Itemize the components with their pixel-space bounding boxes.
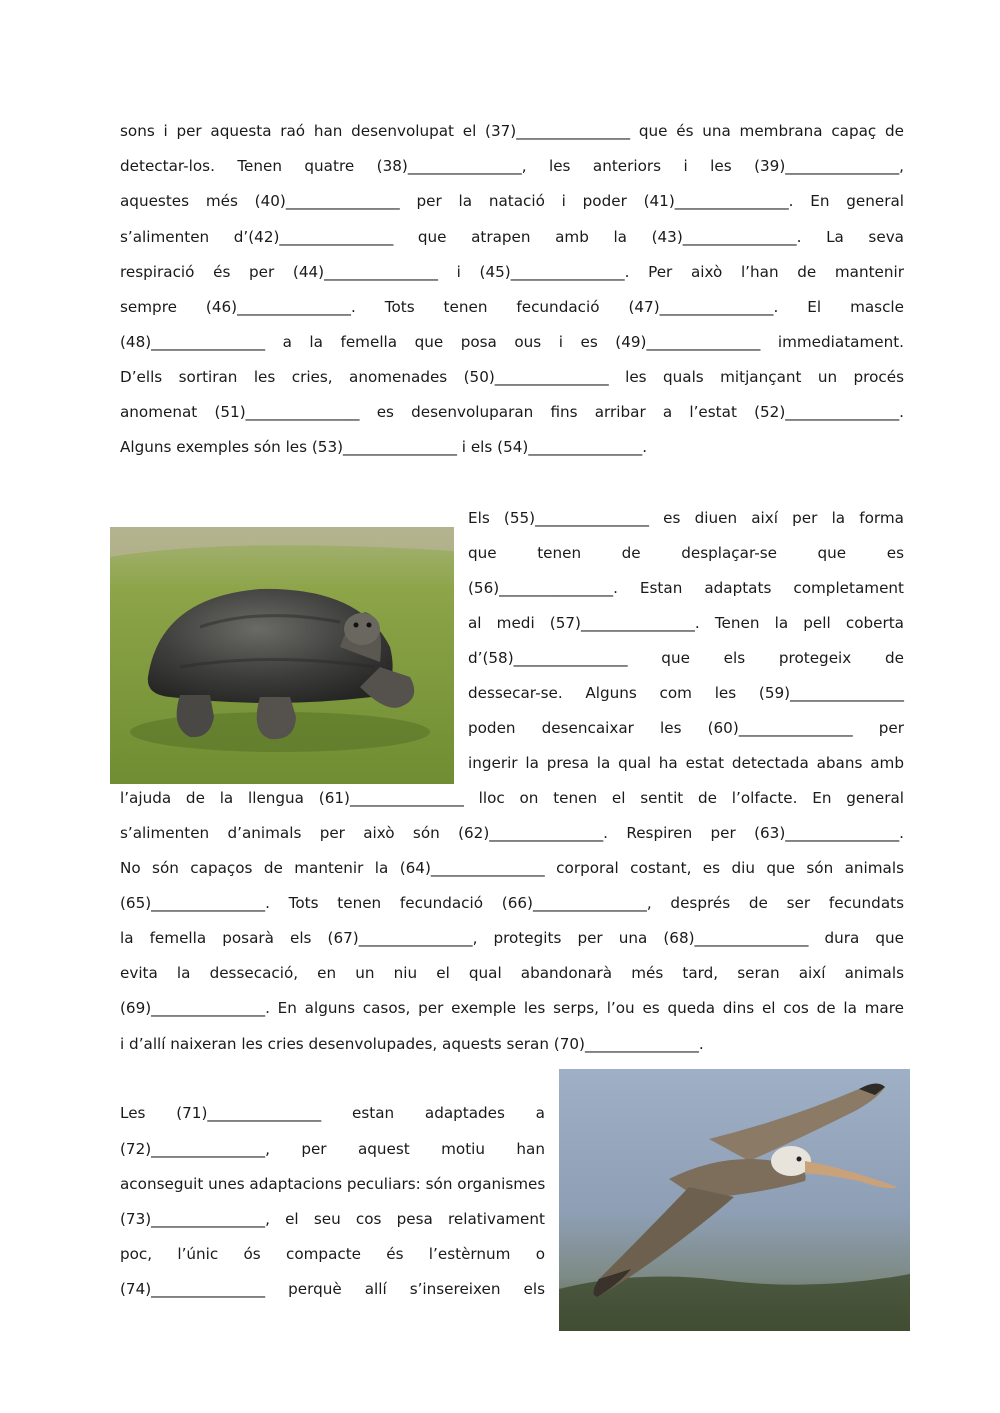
text-line: sons i per aquesta raó han desenvolupat el (37)_______________ que és una membrana capaç de [120, 122, 904, 140]
text-line: detectar-los. Tenen quatre (38)_______________, les anteriors i les (39)_______________, [120, 157, 904, 175]
text-line: (74)_______________ perquè allí s’insereixen els [120, 1280, 545, 1298]
tortoise-illustration [110, 527, 454, 784]
text-line: (72)_______________, per aquest motiu han [120, 1140, 545, 1158]
pelican-illustration [559, 1069, 910, 1331]
text-line: d’(58)_______________ que els protegeix de [468, 649, 904, 667]
text-line: la femella posarà els (67)_______________, protegits per una (68)_______________ dura que [120, 929, 904, 947]
text-line: aquestes més (40)_______________ per la natació i poder (41)_______________. En general [120, 192, 904, 210]
text-line: evita la dessecació, en un niu el qual abandonarà més tard, seran així animals [120, 964, 904, 982]
text-line: i d’allí naixeran les cries desenvolupades, aquests seran (70)_______________. [120, 1035, 704, 1053]
text-line: dessecar-se. Alguns com les (59)_______________ [468, 684, 904, 702]
text-line: poden desencaixar les (60)_______________ per [468, 719, 904, 737]
text-line: D’ells sortiran les cries, anomenades (50)_______________ les quals mitjançant un procés [120, 368, 904, 386]
text-line: Els (55)_______________ es diuen així per la forma [468, 509, 904, 527]
tortoise-photo [110, 527, 454, 784]
text-line: Les (71)_______________ estan adaptades a [120, 1104, 545, 1122]
text-line: (73)_______________, el seu cos pesa relativament [120, 1210, 545, 1228]
text-line: que tenen de desplaçar-se que es [468, 544, 904, 562]
text-line: respiració és per (44)_______________ i (45)_______________. Per això l’han de mantenir [120, 263, 904, 281]
text-line: l’ajuda de la llengua (61)_______________ lloc on tenen el sentit de l’olfacte. En general [120, 789, 904, 807]
text-line: al medi (57)_______________. Tenen la pell coberta [468, 614, 904, 632]
pelican-photo [559, 1069, 910, 1331]
text-line: No són capaços de mantenir la (64)_______________ corporal costant, es diu que són animals [120, 859, 904, 877]
text-line: aconseguit unes adaptacions peculiars: són organismes [120, 1175, 546, 1193]
text-line: anomenat (51)_______________ es desenvoluparan fins arribar a l’estat (52)_______________. [120, 403, 904, 421]
text-line: ingerir la presa la qual ha estat detectada abans amb [468, 754, 904, 772]
text-line: (56)_______________. Estan adaptats completament [468, 579, 904, 597]
text-line: s’alimenten d’(42)_______________ que atrapen amb la (43)_______________. La seva [120, 228, 904, 246]
text-line: sempre (46)_______________. Tots tenen fecundació (47)_______________. El mascle [120, 298, 904, 316]
text-line: (65)_______________. Tots tenen fecundació (66)_______________, després de ser fecundats [120, 894, 904, 912]
text-line: (69)_______________. En alguns casos, per exemple les serps, l’ou es queda dins el cos de la mare [120, 999, 904, 1017]
text-line: (48)_______________ a la femella que posa ous i es (49)_______________ immediatament. [120, 333, 904, 351]
text-line: Alguns exemples són les (53)_______________ i els (54)_______________. [120, 438, 648, 456]
text-line: poc, l’únic ós compacte és l’estèrnum o [120, 1245, 545, 1263]
text-line: s’alimenten d’animals per això són (62)_______________. Respiren per (63)_______________. [120, 824, 904, 842]
